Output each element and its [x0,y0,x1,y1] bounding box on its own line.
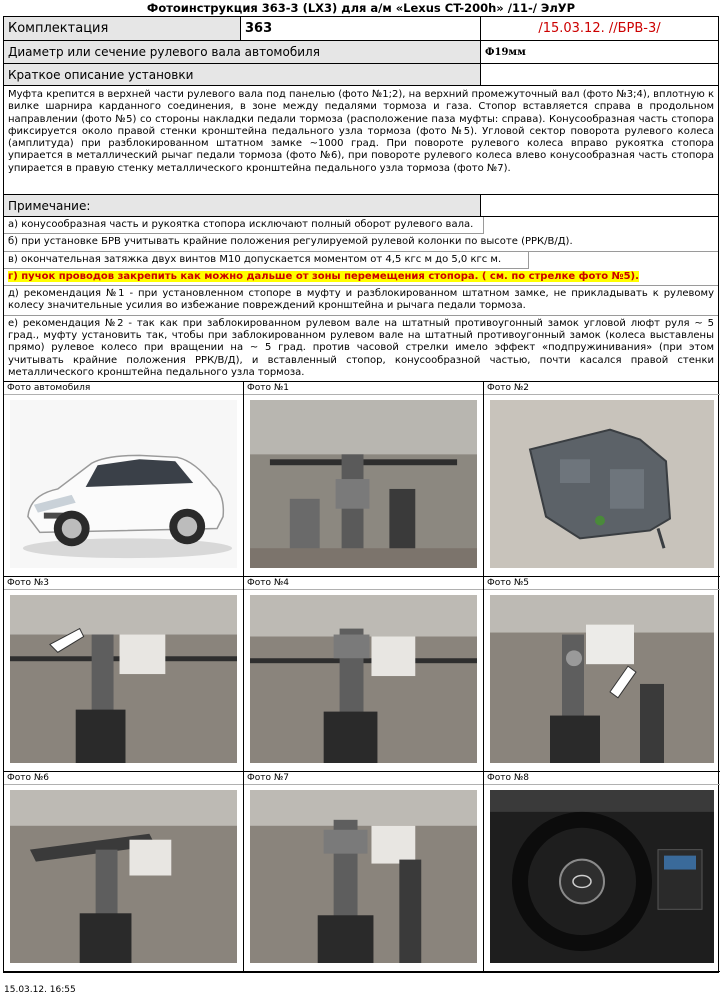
photo-label: Фото №7 [244,772,483,785]
date-code: /15.03.12. //БРВ-3/ [538,21,661,36]
komplektaciya-value: 363 [241,17,481,40]
footer-timestamp: 15.03.12. 16:55 [4,985,76,995]
photo-5-stopper [490,595,714,763]
note-g-highlight: г) пучок проводов закрепить как можно дальше от зоны перемещения стопора. ( см. по стрелке фото №5). [8,270,639,282]
notes-header-row [4,195,718,217]
photo-8-interior [490,790,714,963]
komplektaciya-row [4,17,718,41]
photo-cell-8 [484,772,720,972]
photo-grid [4,382,718,972]
note-v: в) окончательная затяжка двух винтов М10 допускается моментом от 4,5 кгс м до 5,0 кгс м. [4,252,529,269]
description-header-row [4,64,718,86]
note-e: е) рекомендация №2 - так как при заблокированном рулевом вале на штатный противоугонный замок угловой люфт руля ~ 5 град., муфту установить так, чтобы при заблокированном рулевом вале на штатный противоугонный замок (колеса выставлены прямо) рулевое колесо при вращении на ~ 5 град. против часовой стрелки имело эффект «подпружинивания» (при этом учитывать крайние положения РРК/В/Д), и вставленный стопор, конусообразной частью, почти касался правой стенки металлического кронштейна педального узла тормоза. [8,317,714,378]
note-b: б) при установке БРВ учитывать крайние положения регулируемой рулевой колонки по высоте (РРК/В/Д). [4,234,718,251]
document-title: Фотоинструкция 363-3 (LX3) для а/м «Lexus CT-200h» /11-/ ЭлУР [146,1,576,15]
description-label: Краткое описание установки [4,64,481,85]
photo-4-coupling [250,595,477,763]
photo-3-intermediate-shaft [10,595,237,763]
photo-label: Фото №6 [4,772,243,785]
diameter-row [4,41,718,64]
photo-cell-6 [4,772,244,972]
photo-7-left-turn [250,790,477,963]
diameter-value: Ф19мм [485,46,526,58]
photo-1-under-dash [250,400,477,568]
diameter-label: Диаметр или сечение рулевого вала автомобиля [4,41,481,63]
photo-cell-3 [4,577,244,772]
photo-label: Фото №5 [484,577,720,590]
note-g [4,269,718,286]
photo-cell-7 [244,772,484,972]
notes-header-empty [481,195,718,216]
notes-list [4,217,718,382]
photo-2-bracket [490,400,714,568]
photo-cell-5 [484,577,720,772]
komplektaciya-label: Комплектация [4,17,241,40]
instruction-table [3,16,719,973]
photo-cell-1 [244,382,484,577]
notes-label: Примечание: [4,195,481,216]
note-d: д) рекомендация №1 - при установленном стопоре в муфту и разблокированном штатном замке, не прикладывать к рулевому колесу значительные усилия во избежание повреждений кронштейна и рычага педали тормоза. [4,286,718,316]
description-text: Муфта крепится в верхней части рулевого вала под панелью (фото №1;2), на верхний промежуточный вал (фото №3;4), вплотную к вилке шарнира карданного соединения, в зоне между педалями тормоза и газа. Стопор вставляется справа в продольном направлении (фото №5) со стороны накладки педали тормоза (расположение паза муфты: справа). Конусообразная часть стопора фиксируется около правой стенки кронштейна педального узла тормоза (фото №5). Угловой сектор поворота рулевого колеса (амплитуда) при разблокированном штатном замке ~1000 град. При повороте рулевого колеса вправо рукоятка стопора упирается в металлический рычаг педали тормоза (фото №6), при повороте рулевого колеса влево конусообразная часть стопора упирается в правую стенку металлического кронштейна педального узла тормоза (фото №7). [4,86,718,195]
photo-cell-4 [244,577,484,772]
photo-cell-2 [484,382,720,577]
photo-label: Фото №3 [4,577,243,590]
note-a: а) конусообразная часть и рукоятка стопора исключают полный оборот рулевого вала. [4,217,484,234]
photo-label: Фото автомобиля [4,382,243,395]
photo-label: Фото №2 [484,382,720,395]
photo-label: Фото №4 [244,577,483,590]
description-header-empty [481,64,718,85]
photo-cell-car [4,382,244,577]
photo-label: Фото №8 [484,772,720,785]
photo-label: Фото №1 [244,382,483,395]
car-photo [10,400,237,568]
photo-6-right-turn [10,790,237,963]
